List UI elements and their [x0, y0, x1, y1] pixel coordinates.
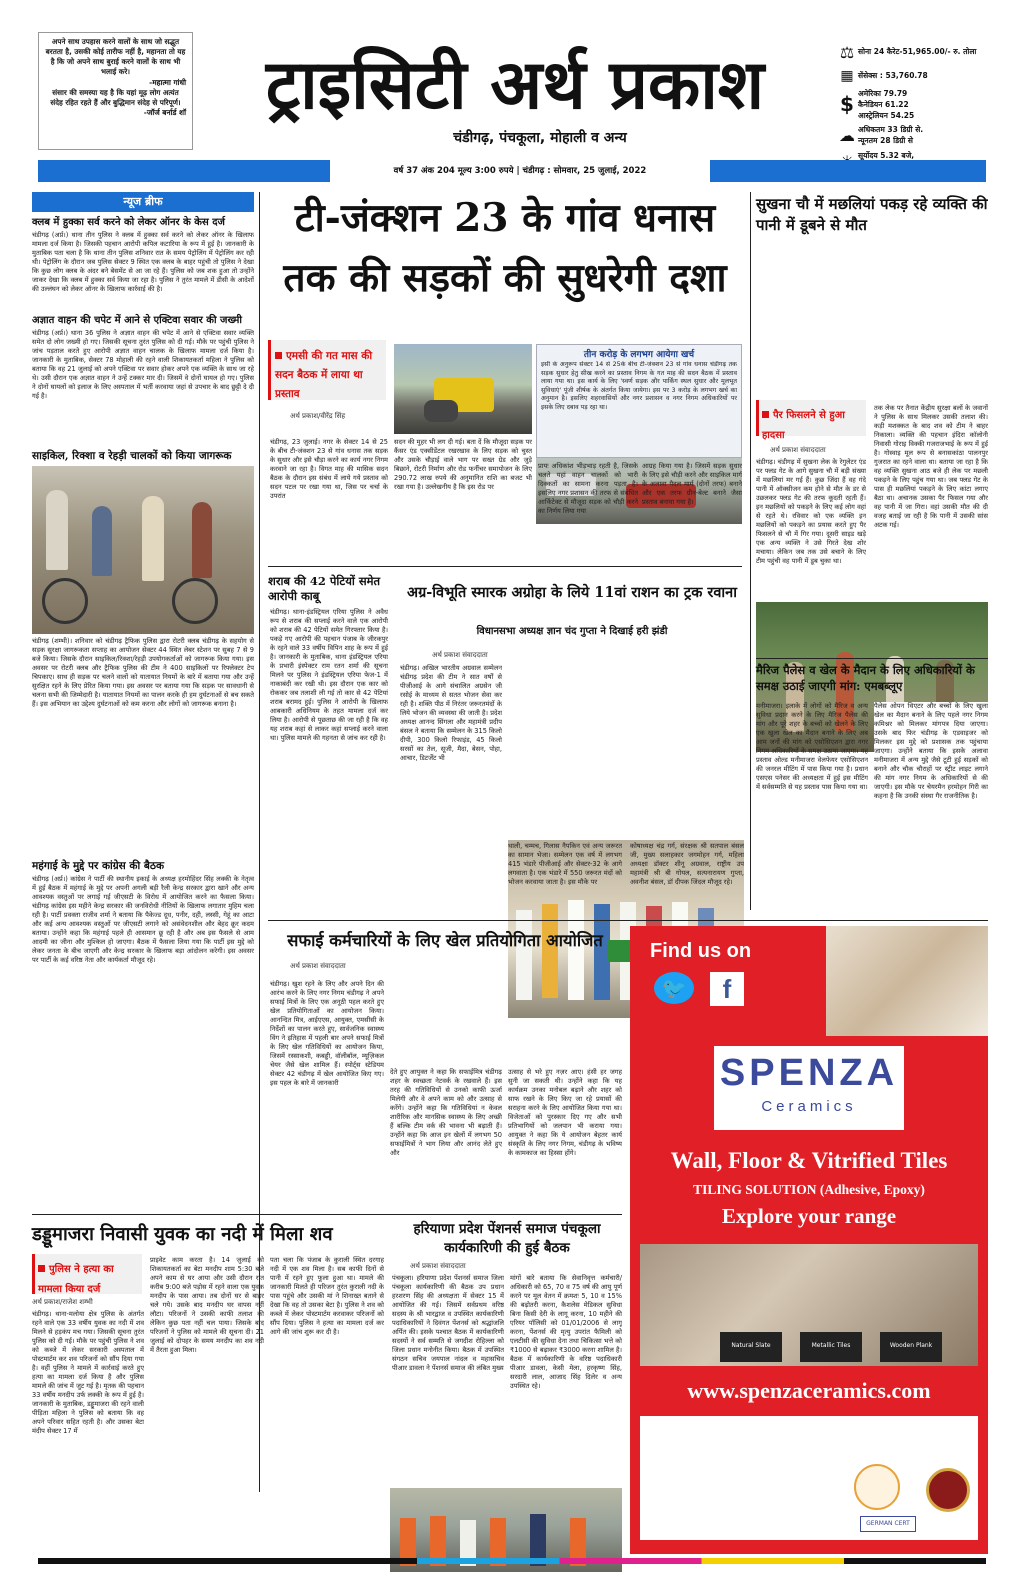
- lead-col-3: प्रायः अधिकांश भीड़भाड़ रहती है, जिसके चलते यहां वाहन चालकों को भारी दिक्कतों का सामना करना पड़ता है। इसलिए नगर प्रशासन की तरफ से संबंधित आर्किटेक्ट से मौजूदा सड़क को चौड़ी करने का निर्णय लिया गया: [538, 462, 638, 515]
- sensex-value: सेंसेक्स : 53,760.78: [858, 71, 928, 80]
- pension-col-1: पंचकूला। हरियाणा प्रदेश पेंशनर्स समाज जिला पंचकूला कार्यकारिणी की बैठक उप प्रधान हरशरण सिंह की अध्यक्षता में सेक्टर 15 में आयोजित की गई। जिसमें सर्वप्रथम वरिष्ठ सदस्य के श्री भारद्वाज व उपस्थित कार्यकारिणी पदाधिकारियों ने दिवंगत पेंशनर्स को श्रद्धांजलि अर्पित की। इसके पश्चात बैठक में कार्यकारिणी सदस्यों ने सर्व सम्मति से जगदीश रोहिल्ला को जिला प्रधान मनोनीत किया। बैठक में उपस्थित संगठन सचिव जयपाल नांदल व महासचिव पीआर डावला ने पेंशनर्स समाज की लंबित मुख्य: [392, 1274, 504, 1372]
- river-col-1: चंडीगढ़। थाना-मलोया क्षेत्र पुलिस के अंतर्गत रहने वाले एक 33 वर्षीय युवक का नदी में शव मिलने से हड़कंप मच गया। जिसकी सूचना तुरंत पुलिस को दी गई। मौके पर पहुंची पुलिस ने शव को कब्जे में लेकर सरकारी अस्पताल में पोस्टमार्टम कर शव परिजनों को सौंप दिया गया है। वहीं पुलिस ने मामले में कार्रवाई करते हुए हत्या का मामला दर्ज किया है और पुलिस मामले की जांच में जुट गई है। मृतक की पहचान 33 वर्षीय मनदीप उर्फ लक्की के रूप में हुई है। जानकारी के मुताबिक, डड्डूमाजरा की रहने वाली पीड़िता महिला ने पुलिस को बताया कि वह अपने परिवार सहित रहती है। और उसका बेटा मंदीप सेक्टर 17 में: [32, 1310, 144, 1435]
- fish-tag-text: पैर फिसलने से हुआ हादसा: [762, 410, 845, 441]
- agroha-headline: अग्र-विभूति स्मारक अग्रोहा के लिये 11वां राशन का ट्रक रवाना: [407, 584, 737, 601]
- ad-line-2: TILING SOLUTION (Adhesive, Epoxy): [693, 1182, 925, 1197]
- fish-col-2: तक लेक पर तैनात केंद्रीय सुरक्षा बलों के जवानों ने पुलिस के साथ मिलकर उसकी तलाश की। कड़ी मशक्कत के बाद शव को टीम ने बाहर निकाला। व्यक्ति की पहचान इंदिरा कॉलोनी निवासी गोराइ विक्की गजराजभाई के रूप में हुई है। गोस्वाइ मूल रूप से बनासकांठा पालनपुर गुजरात का रहने वाला था। बताया जा रहा है कि वह व्यक्ति सुखना आठ बजे ही लेक पर मछली पकड़ने के लिए पहुंच गया था। जब फ्लड गेट के पास ही मछलियां पकड़ने के लिए कांटा लगाए बैठा था। अचानक उसका पैर फिसल गया और वह पानी में जा गिरा। वहां उसकी मौत की दी वजह बताई जा रही है कि पानी में उसकी सांस अटक गई।: [874, 404, 988, 529]
- sunrise: सूर्योदय 5.32 बजे,: [858, 151, 915, 160]
- pension-col-2: मांगों बारे बताया कि सेवानिवृत्त कर्मचारी/अधिकारी को 65, 70 व 75 वर्ष की आयु पूर्ण करने पर मूल वेतन में क्रमशः 5, 10 व 15% की बढ़ोतरी करना, कैशलेस मेडिकल सुविधा बिना किसी देरी के लागू करना, 10 महीने की एरियर पॉलिसी को 01/01/2006 से लागू करना, पेंशनर्स की मृत्यु उपरांत फैमिली को एलटीसी की सुविधा देना तथा चिकित्सा भत्ते को ₹1000 से बढ़ाकर ₹3000 करना शामिल है। बैठक में कार्यकारिणी के वरिष्ठ पदाधिकारी पीआर डावला, केसी मेला, हरकृष्ण सिंह, सरदारी लाल, आजाद सिंह दिलेर व अन्य उपस्थित रहे।: [510, 1274, 622, 1390]
- cost-box-text: इसी के अनुरूप सेक्टर 14 से 25के बीच टी-जंक्शन 23 से गांव धनास चंडीगढ़ तक सड़क सुधार हेतु सीख करने का प्रस्ताव निगम के गत माह की सदन बैठक में प्रस्ताव लाया गया था। इस कार्य के लिए 'स्वर्ण सड़क और पार्किंग स्थल सुधार और मूलभूत सुविधाएं' पूंजी शीर्षक के अंतर्गत किया जायेगा। इस पर 3 करोड़ के लगभग खर्च का अनुमान है। इसलिए शहरवासियों और नगर प्रशासन व नगर निगम अधिकारियों पर इसके लिए दबाव पड़ रहा था।: [541, 361, 737, 411]
- lead-col-4: आग्रह किया गया है। जिसमें सड़क सुधार के लिए इसे चौड़ी करने और साइकिल मार्ग के अलावा पैदल मार्ग (दोनों तरफ) बनाने और एक तरफ ग्रीन-बेल्ट बनाने जैसा प्रस्ताव बनाया गया है।: [642, 462, 742, 506]
- lead-col-1: चंडीगढ़, 23 जुलाई। नगर के सेक्टर 14 से 25 के बीच टी-जंक्शन 23 से गांव धनास तक सड़क के सुधार और इसे चौड़ा करने का कार्य नगर निगम करवाने जा रहा है। विगत माह की मासिक सदन बैठक के दौरान इस संबंध में लाये गये प्रस्ताव को सदन पटल पर रखा गया था, जिस पर चर्चा के उपरांत: [270, 438, 388, 500]
- temp-min: न्यूनतम 28 डिग्री से: [858, 136, 913, 145]
- dollar-icon: $: [840, 92, 854, 116]
- twitter-icon[interactable]: 🐦: [654, 972, 694, 1004]
- agroha-byline: अर्थ प्रकाश संवाददाता: [432, 651, 488, 659]
- pension-byline: अर्थ प्रकाश संवाददाता: [410, 1262, 466, 1270]
- pension-headline: हरियाणा प्रदेश पेंशनर्स समाज पंचकूला कार्यकारिणी की हुई बैठक: [413, 1221, 601, 1256]
- quote-box: [38, 32, 193, 150]
- marriage-col-1: मनीमाजरा। इलाके में लोगों को मैरिज व अन्य सुविधा प्रदान करने के लिए मैरिज पैलेस की मांग और पूरे शहर के बच्चों को खेलने के लिए एक खुला खेल का मैदान बनाने के लिए अब आम जनों की मांग को एसोसिएशन द्वारा नगर निगम अधिकारियों के समक्ष उठाया जाएगा। यह प्रस्ताव ओल्ड मनीमाजरा वेलफेयर एसोसिएशन की जनरल मीटिंग में पास किया गया है। प्रधान एसएस पनेसर की अध्यक्षता में हुई इस मीटिंग में सर्वसम्मति से यह प्रस्ताव पास किया गया था।: [756, 702, 868, 791]
- brief-text-2: चंडीगढ़ (अर्प्र।) थाना 36 पुलिस ने अज्ञात वाहन की चपेट में आने से एक्टिवा सवार व्यक्ति समेत दो लोग जख्मी हो गए। जिसकी सूचना तुरंत पुलिस को दी गई। मौके पर पहुंची पुलिस ने जांच पड़ताल करते हुए आरोपी अज्ञात वाहन चालक के खिलाफ मामला दर्ज किया है। जानकारी के मुताबिक, सेक्टर 78 मोहाली की रहने वाली शिकायतकर्ता महिला ने पुलिस को बताया कि वह 21 जुलाई को अपने एक्टिवा पर सवार होकर अपने एक व्यक्ति के साथ जा रहे थे। उसी दौरान एक अज्ञात वाहन ने उन्हें टक्कर मार दी। जिसमें वे दोनों घायल हो गए। पुलिस ने दोनों घायलों को इलाज के लिए अस्पताल में भर्ती करवाया जहां से उपचार के बाद छुट्टी दे दी गई है।: [32, 329, 254, 400]
- quality-seal: [926, 1468, 970, 1512]
- facebook-icon[interactable]: f: [710, 972, 744, 1006]
- quote-author: -महात्मा गांधी: [149, 78, 186, 87]
- currency-aud: आस्ट्रेलियन 54.25: [858, 110, 915, 120]
- tile-label-1: Natural Slate: [731, 1342, 771, 1349]
- river-byline: अर्थ प्रकाश/राजेश शम्भी: [32, 1298, 93, 1306]
- edition-info: वर्ष 37 अंक 204 मूल्य 3:00 रुपये | चंडीगढ़ : सोमवार, 25 जुलाई, 2022: [330, 160, 710, 182]
- bullet-icon: [275, 352, 282, 359]
- marble-backdrop: [826, 926, 988, 1036]
- brand-logo-box: [714, 1046, 904, 1130]
- masthead-title: ट्राइसिटी अर्थ प्रकाश: [265, 45, 765, 125]
- river-headline: डड्डूमाजरा निवासी युवक का नदी में मिला शव: [32, 1224, 333, 1245]
- agroha-col-2: थाली, चम्मच, गिलास नैपकिन एवं अन्य जरूरत का सामान भेजा। सम्मेलन एक वर्ष में लगभग 415 भंडारे पीजीआई और सेक्टर-32 के आगे लगवाता है। एक भंडारे में 550 जरूरत मंदों को भोजन करवाया जाता है। इस मौके पर: [508, 842, 622, 886]
- currency-cad: कैनेडियन 61.22: [858, 99, 909, 109]
- masthead-subtitle: चंडीगढ़, पंचकूला, मोहाली व अन्य: [453, 130, 627, 146]
- sports-col-1: चंडीगढ़। खुश रहने के लिए और अपने दिन की आरंभ करने के लिए नगर निगम चंडीगढ़ ने अपने सफाई मित्रों के लिए एक अनूठी पहल करते हुए खेल प्रतियोगिताओं का आयोजन किया। आनन्दित मित्र, आईएएस, आयुक्त, एमसीसी के निर्देशों का पालन करते हुए, सार्वजनिक स्वास्थ्य विंग ने इतिहास में पहली बार अपने सफाई मित्रों के लिए खेल गतिविधियों का आयोजन किया, जिसमें रस्साकशी, कबड्डी, वॉलीबॉल, म्यूज़िकल चेयर जैसे खेल शामिल हैं। स्पोर्ट्स स्टेडियम सेक्टर 42 चंडीगढ़ में खेल आयोजित किए गए। इस पहल के बारे में जानकारी: [270, 980, 384, 1087]
- tile-label-2: Metallic Tiles: [811, 1342, 851, 1349]
- ad-line-3: Explore your range: [721, 1204, 897, 1228]
- quote-text-2: संसार की समस्या यह है कि यहां मूढ़ लोग अत्यंत संदेह रहित रहते हैं और बुद्धिमान संदेह से परिपूर्ण।: [50, 88, 181, 107]
- agroha-subheadline: विधानसभा अध्यक्ष ज्ञान चंद गुप्ता ने दिखाई हरी झंडी: [476, 626, 668, 637]
- quote-text: अपने साथ उपहास करने वालों के साथ जो सद्भुत बरतता है, उसकी कोई तारीफ नहीं है, महानता तो यह है कि जो अपने साथ बुराई करने वालों के साथ भी भलाई करे।: [45, 37, 186, 76]
- river-tag-text: पुलिस ने हत्या का मामला किया दर्ज: [38, 1264, 114, 1295]
- fish-col-1: चंडीगढ़। चंडीगढ़ में सुखना लेक के रेगुलेटर एंड पर फ्लड गेट के आगे सुखना चौ में बड़ी संख्या में मछलियां मर गई हैं। कुछ जिंदा हैं वह गंदे पानी में ऑक्सीजन कम होने से मौत के डर से उछलकर फ्लड गेट की तरफ कूदती रहती हैं। इन मछलियों को पकड़ने के लिए कई लोग वहां से रहते थे। रविवार को एक व्यक्ति इन मछलियों को पकड़ने का प्रयास करते हुए पैर फिसलने से चौ में गिर गया। दूसरी साइड खड़े एक अन्य व्यक्ति ने उसे गिरते देख शोर मचाया। लेकिन जब तक उसे बचाने के लिए टीम पहुंची वह पानी में डूब चुका था।: [756, 458, 866, 565]
- cost-box-headline: तीन करोड़ के लगभग आयेगा खर्च: [583, 350, 695, 360]
- german-cert-badge: GERMAN CERT: [860, 1516, 916, 1532]
- fish-tag: [756, 400, 866, 441]
- sports-byline: अर्थ प्रकाश संवाददाता: [290, 962, 346, 970]
- weather-icon: ☁: [839, 125, 855, 145]
- lead-pull-quote: [268, 340, 386, 400]
- ad-line-1: Wall, Floor & Vitrified Tiles: [670, 1148, 948, 1173]
- brief-text-3: चंडीगढ़ (शम्भी)। शनिवार को चंडीगढ़ ट्रैफिक पुलिस द्वारा रोटरी क्लब चंडीगढ़ के सहयोग से सड़क सुरक्षा जागरूकता सप्ताह का आयोजन सेक्टर 44 स्थित लेबर स्टेशन पर सुबह 7 से 9 बजे किया। जिसके दौरान साइकिल/रिक्शा/रेहड़ी उपयोगकर्ताओं को जागरूक किया गया। इस अवसर पर रोटरी क्लब और ट्रैफिक पुलिस की टीम ने 400 साइकिलों पर रिफ्लेक्टर टेप चिपकाए। साथ ही सड़क पर चलने वालों को यातायात नियमों के बारे में बताया गया और उन्हें सुरक्षित रहने के लिए प्रेरित किया गया। इस अवसर पर बताया गया कि सड़क पर सावधानी से चलना सभी की जिम्मेदारी है। यातायात नियमों का पालन करके ही हम दुर्घटनाओं से बच सकते हैं। इस अभियान का उद्देश्य दुर्घटनाओं को कम करना और लोगों को जागरूक बनाना है।: [32, 637, 254, 708]
- brief-headline-1: क्लब में हुक्का सर्व करने को लेकर ऑनर के केस दर्ज: [32, 217, 225, 228]
- river-col-3: पता चला कि पंजाब के कुराली स्थित दरगाह नदी में एक शव मिला है। सब काफी दिनों से पानी में रहने हुए फूला हुआ था। मामले की जानकारी मिलते ही परिजन तुरंत कुराली नदी के पास पहुंचे और उसकी मां ने शिनाख्त बताने से देखा कि वह तो उसका बेटा है। पुलिस ने शव को कब्जे में लेकर पोस्टमार्टम करवाकर परिजनों को सौंप दिया। पुलिस ने हत्या का मामला दर्ज कर आगे की जांच शुरू कर दी है।: [270, 1256, 384, 1336]
- brand-name: SPENZA: [719, 1052, 899, 1094]
- brief-text-1: चंडीगढ़ (अर्प्र।) थाना तीन पुलिस ने क्लब में हुक्का सर्व करने को लेकर ऑनर के खिलाफ मामला दर्ज किया है। जिसकी पहचान आरोपी कपिल कटारिया के रूप में हुई है। जानकारी के मुताबिक पता चला है कि थाना तीन पुलिस शनिवार रात के समय पेट्रोलिंग में पेट्रोलिंग कर रही थी। पेट्रोलिंग के दौरान जब पुलिस सेक्टर 9 स्थित एक क्लब के बाहर पहुंची तो पुलिस ने देखा कि कुछ लोग क्लब के अंदर बने बेसमेंट से आ जा रहे हैं। पुलिस को जब शक हुआ तो उन्होंने जाकर देखा कि क्लब में हुक्का सर्व किया जा रहा है। पुलिस ने तुरंत मामले में डीसी के आदेशों की उल्लंघन को लेकर ऑनर के खिलाफ कार्रवाई की है।: [32, 231, 254, 293]
- liquor-headline: शराब की 42 पेटियों समेत आरोपी काबू: [268, 574, 381, 603]
- marriage-headline: मैरिज पैलेस व खेल के मैदान के लिए अधिकारियों के समक्ष उठाई जाएगी मांग: एमबब्लूए: [756, 663, 975, 693]
- sports-col-2: देते हुए आयुक्त ने कहा कि सफाईमित्र चंडीगढ़ शहर के स्वच्छता नेटवर्क के रखवाले हैं। इस तरह की गतिविधियों से उनको काफी ऊर्जा मिलेगी और वे अपने काम को और उत्साह से करेंगे। उन्होंने कहा कि गतिविधियां न केवल शारीरिक और मानसिक स्वास्थ्य के लिए अच्छी हैं बल्कि टीम वर्क की भावना भी बढ़ाती हैं। उन्होंने कहा कि आज इन खेलों में लगभग 50 सफाईमित्रों ने भाग लिया और आनंद लेते हुए और: [390, 1068, 502, 1157]
- lead-quote-text: एमसी की गत मास की सदन बैठक में लाया था प्रस्ताव: [275, 350, 373, 400]
- sports-col-3: उत्साह से भरे हुए नज़र आए। हंसी हर जगह सुनी जा सकती थी। उन्होंने कहा कि यह कार्यक्रम उनका मनोबल बढ़ाने और शहर को साफ रखने के लिए किए जा रहे प्रयासों की सराहना करने के लिए आयोजित किया गया था। विजेताओं को पुरस्कार दिए गए और सभी प्रतिभागियों को जलपान भी कराया गया। आयुक्त ने कहा कि ये आयोजन बेहतर कार्य संस्कृति के लिए नगर निगम, चंडीगढ़ के भविष्य के कामकाज का हिस्सा होंगे।: [508, 1068, 622, 1157]
- ad-bottom-band: [640, 1416, 978, 1540]
- india-map-badge: [854, 1464, 900, 1510]
- agroha-col-3: कोषाध्यक्ष चंद्र गर्ग, संरक्षक श्री सतपाल बंसल जी, मुख्य सलाहकार जगमोहन गर्ग, महिला अध्यक्षा डॉक्टर शीनू अग्रवाल, राष्ट्रीय उप महामंत्री श्री बी गोयल, सत्यनारायण गुप्ता, अवनीश बंसल, डॉ दीपक जिंदल मौजूद रहे।: [630, 842, 744, 886]
- tile-card-1: [720, 1332, 782, 1362]
- currency-usd: अमेरिका 79.79: [858, 88, 908, 98]
- brief-headline-3: साइकिल, रिक्शा व रेहड़ी चालकों को किया जागरूक: [32, 450, 232, 462]
- find-us-label: Find us on: [650, 940, 752, 962]
- marriage-col-2: पैलेस ओपन थिएटर और बच्चों के लिए खुला खेल का मैदान बनाने के लिए पहले नगर निगम कमिश्नर को मिलकर मांगपत्र दिया जाएगा। उसके बाद फिर चंडीगढ़ के एडवाइजर को मिलकर इस मुद्दे को प्रशासक तक पहुंचाया जाएगा। उन्होंने बताया कि इसके अलावा मनीमाजरा में अन्य मुद्दे जैसे टूटी हुई सड़कों को बनाने और चौक चौराहों पर स्ट्रीट लाइट लगाने की मांग नगर निगम के अधिकारियों से की जाएगी। इस मौके पर चेयरमैन हरमोहन गिरी का कहना है कि उनकी संस्था गैर राजनीतिक है।: [874, 702, 988, 910]
- brief-headline-4: महंगाई के मुद्दे पर कांग्रेस की बैठक: [32, 860, 165, 872]
- lead-col-2: सदन की मुहर भी लग दी गई। बता दें कि मौजूदा सड़क पर कैंसर एंड एक्सीडेंटल रखरखाव के लिए सड़क को चुस्त और उसके चौड़ाई वाले भाग पर सख्त ग्रेड और जुड़े बिछाने, रोटरी निर्माण और रोड फर्नीचर समायोजन के लिए 290.72 लाख रुपये की अनुमानित राशि का बजट भी रखा गया है। उल्लेखनीय है कि इस रोड पर: [394, 438, 532, 491]
- river-col-2: प्राइवेट काम करता है। 14 जुलाई को शिकायतकर्ता का बेटा मनदीप शाम 5:30 बजे अपने काम से घर आया और उसी दौरान रात करीब 9:00 बजे पड़ोस में रहने वाला एक युवक मनदीप के पास आया। तब दोनों घर से बाहर चले गये। उसके बाद मनदीप घर वापस नहीं लौटा। परिजनों ने उसकी काफी तलाश की लेकिन कुछ पता नहीं चल पाया। जिसके बाद परिजनों ने पुलिस को मामले की सूचना दी। 21 जुलाई को दोपहर के समय मनदीप का शव नदी में तैरता हुआ मिला।: [150, 1256, 264, 1354]
- fish-headline: सुखना चौ में मछलियां पकड़ रहे व्यक्ति की पानी में डूबने से मौत: [756, 195, 988, 234]
- news-brief-label: न्यूज ब्रीफ: [32, 192, 254, 212]
- tile-showcase: [640, 1244, 978, 1366]
- spenza-ad: [630, 926, 988, 1554]
- quote-author-2: -जॉर्ज बर्नार्ड शॉ: [143, 108, 186, 117]
- temp-max: अधिकतम 33 डिग्री से.: [858, 125, 924, 134]
- brief-text-4: चंडीगढ़ (अर्प्र।) कांग्रेस ने पार्टी की स्थानीय इकाई के अध्यक्ष हरमोहिंदर सिंह लक्की के नेतृत्व में हुई बैठक में महंगाई के मुद्दे पर अपनी अगली बड़ी रैली केन्द्र सरकार द्वारा खाने और अन्य आवश्यक वस्तुओं पर लगाई गई जीएसटी के विरोध में आयोजित करने का फैसला किया। चंडीगढ़ कांग्रेस इस महीने केन्द्र सरकार की जनविरोधी नीतियों के खिलाफ लगातार मुहिम चला रही है। पार्टी प्रवक्ता राजीव शर्मा ने बताया कि पैकेज्ड दूध, पनीर, दही, लस्सी, गेहूं का आटा और कई अन्य आवश्यक वस्तुओं पर जीएसटी लगाने को असंवेदनशील और बेहद क्रूर कदम बताया। उन्होंने कहा कि महंगाई पहले ही आसमान छू रही है और अब इस फैसले से आम आदमी का जीना और मुश्किल हो जाएगा। बैठक में फैसला लिया गया कि पार्टी इस मुद्दे को लेकर जनता के बीच जाएगी और केन्द्र सरकार के खिलाफ बड़ा आंदोलन करेगी। इस अवसर पर पार्टी के कई वरिष्ठ नेता और कार्यकर्ता मौजूद रहे।: [32, 875, 254, 964]
- market-panel: [836, 40, 986, 180]
- lead-headline: टी-जंक्शन 23 के गांव धनास तक की सड़कों की सुधरेगी दशा: [283, 195, 727, 301]
- agroha-col-1: चंडीगढ़। अखिल भारतीय अग्रवाल सम्मेलन चंडीगढ़ प्रदेश की टीम ने सात वर्षों से पीजीआई के आगे संचालित अग्रसेन जी रसोई के माध्यम से सतत भोजन सेवा कर रही है। शक्ति पीठ में निरंतर जरूरतमंदों के लिये भोजन की व्यवस्था की जाती है। प्रदेश अध्यक्ष आनन्द सिंगला और महामंत्री प्रदीप बंसल ने बताया कि सम्मेलन के 315 किलो दीपी, 300 किलो रिफाइंड, 45 किलो सरसों का तेल, सूजी, मैदा, बेसन, पोहा, आचार, डिटर्जेंट भी: [400, 664, 502, 762]
- tile-label-3: Wooden Plank: [889, 1342, 933, 1349]
- brand-sub: Ceramics: [761, 1098, 857, 1115]
- tile-card-2: [800, 1332, 862, 1362]
- print-color-bar: [38, 1558, 986, 1564]
- sensex-icon: ▦: [840, 68, 854, 84]
- bullet-icon: [38, 1265, 45, 1272]
- lead-byline: अर्थ प्रकाश/वीरेंद्र सिंह: [290, 412, 346, 420]
- liquor-text: चंडीगढ़। थाना-इंडस्ट्रियल एरिया पुलिस ने अवैध रूप से शराब की सप्लाई करने वाले एक आरोपी को शराब की 42 पेटियों समेत गिरफ्तार किया है। पकड़े गए आरोपी की पहचान पंजाब के जीरकपुर के रहने वाले 33 वर्षीय विपिन शाह के रूप में हुई है। जानकारी के मुताबिक, थाना इंडस्ट्रियल एरिया के प्रभारी इंस्पेक्टर राम रतन शर्मा की सूचना मिलने पर पुलिस ने इंडस्ट्रियल एरिया फेज-1 में नाकाबंदी कर रखी थी। इस दौरान एक कार को रोककर जब तलाशी ली गई तो कार से 42 पेटियां शराब बरामद हुई। पुलिस ने आरोपी के खिलाफ आबकारी अधिनियम के तहत मामला दर्ज कर लिया है। आरोपी से पूछताछ की जा रही है कि वह यह शराब कहां से लाकर कहां सप्लाई करने वाला था। पुलिस मामले की गहनता से जांच कर रही है।: [270, 608, 388, 742]
- gold-icon: ⚖: [839, 42, 855, 62]
- ad-url[interactable]: www.spenzaceramics.com: [687, 1378, 931, 1403]
- river-tag: [32, 1254, 142, 1294]
- fish-byline: अर्थ प्रकाश संवाददाता: [770, 446, 826, 454]
- sports-headline: सफाई कर्मचारियों के लिए खेल प्रतियोगिता आयोजित: [287, 931, 603, 950]
- gold-price: सोना 24 कैरेट-51,965.00/- रु. तोला: [858, 47, 977, 56]
- cost-box: [536, 344, 742, 458]
- bullet-icon: [762, 411, 769, 418]
- cyclists-photo: [32, 466, 254, 634]
- roller-photo: [394, 344, 532, 434]
- brief-headline-2: अज्ञात वाहन की चपेट में आने से एक्टिवा सवार की जख्मी: [32, 315, 242, 326]
- tile-card-3: [880, 1332, 942, 1362]
